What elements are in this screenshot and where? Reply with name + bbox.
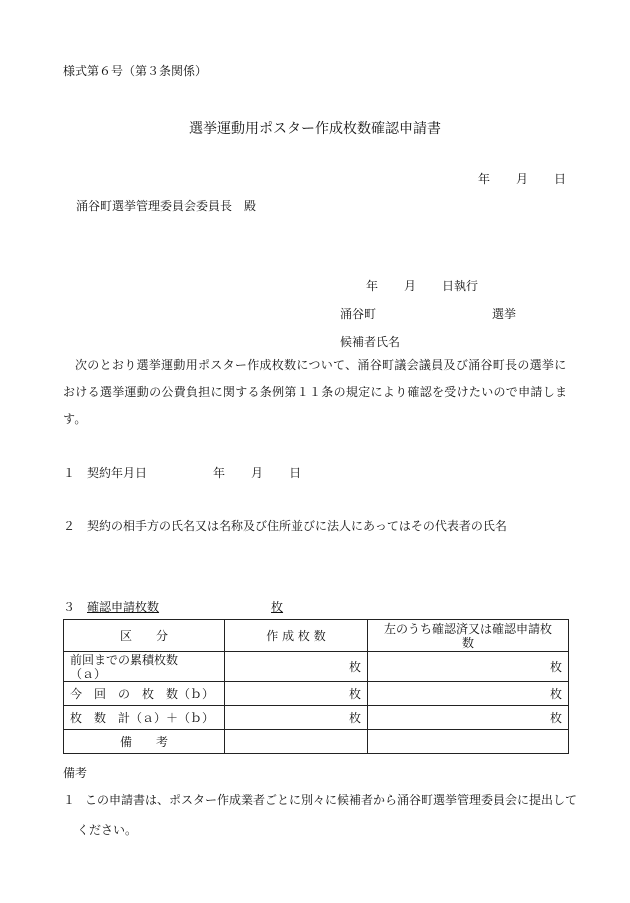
confirmed-cell: 枚 <box>368 706 569 730</box>
row-label-total: 枚 数 計（ａ）＋（ｂ） <box>64 706 225 730</box>
exec-year: 年 <box>366 279 379 293</box>
requested-count-label: 確認申請枚数 <box>87 600 160 614</box>
produced-cell: 枚 <box>225 706 368 730</box>
row-label-remarks: 備 考 <box>64 730 225 754</box>
table-row <box>64 730 569 754</box>
contract-year: 年 <box>213 466 226 480</box>
confirmed-cell: 枚 <box>368 682 569 706</box>
application-date <box>478 170 566 187</box>
contract-month: 月 <box>251 466 264 480</box>
item-number: １ <box>63 466 76 480</box>
item-label: 契約年月日 <box>87 466 148 480</box>
town-election-line <box>340 305 516 322</box>
remarks-cell <box>225 730 368 754</box>
addressee: 涌谷町選挙管理委員会委員長 殿 <box>76 199 257 213</box>
header-produced: 作 成 枚 数 <box>225 620 368 652</box>
item-contract-date <box>63 464 301 481</box>
table-header-row <box>64 620 569 652</box>
election-date <box>366 277 478 294</box>
row-label-current: 今 回 の 枚 数（ｂ） <box>64 682 225 706</box>
poster-count-table <box>63 619 569 754</box>
remarks-cell <box>368 730 569 754</box>
requested-count-unit: 枚 <box>271 600 284 614</box>
row-label-line1: 前回までの累積枚数 <box>70 652 179 667</box>
confirmed-cell: 枚 <box>368 652 569 682</box>
header-confirmed-line1: 左のうち確認済又は確認申請枚 <box>383 621 552 636</box>
date-month: 月 <box>516 172 529 186</box>
item-number: ３ <box>63 600 76 614</box>
date-year: 年 <box>478 172 491 186</box>
form-number: 様式第６号（第３条関係） <box>63 64 208 78</box>
item-contractor <box>63 517 507 534</box>
election-name: 選挙 <box>492 307 517 321</box>
note-number: １ <box>63 793 76 807</box>
header-confirmed <box>368 620 569 652</box>
note-text: この申請書は、ポスター作成業者ごとに別々に候補者から涌谷町選挙管理委員会に提出してください。 <box>77 793 578 837</box>
table-row <box>64 652 569 682</box>
table-row <box>64 706 569 730</box>
body-text: 次のとおり選挙運動用ポスター作成枚数について、涌谷町議会議員及び涌谷町長の選挙における選挙運動の公費負担に関する条例第１１条の規定により確認を受けたいので申請します。 <box>63 358 568 426</box>
candidate-name-label: 候補者氏名 <box>340 335 401 349</box>
exec-day: 日執行 <box>442 279 479 293</box>
item-label <box>87 600 283 614</box>
produced-cell: 枚 <box>225 682 368 706</box>
row-label-line2: （ａ） <box>70 666 107 681</box>
page-title: 選挙運動用ポスター作成枚数確認申請書 <box>189 121 441 137</box>
contract-day: 日 <box>289 466 302 480</box>
exec-month: 月 <box>404 279 417 293</box>
notes-heading: 備考 <box>63 766 88 780</box>
date-day: 日 <box>554 172 567 186</box>
item-number: ２ <box>63 519 76 533</box>
town-name: 涌谷町 <box>340 307 377 321</box>
row-label-cumulative <box>64 652 225 682</box>
table-row <box>64 682 569 706</box>
header-category: 区 分 <box>64 620 225 652</box>
header-confirmed-line2: 数 <box>461 635 474 650</box>
note-1 <box>63 785 589 845</box>
item-label: 契約の相手方の氏名又は名称及び住所並びに法人にあってはその代表者の氏名 <box>87 519 507 533</box>
produced-cell: 枚 <box>225 652 368 682</box>
item-requested-count <box>63 598 283 615</box>
